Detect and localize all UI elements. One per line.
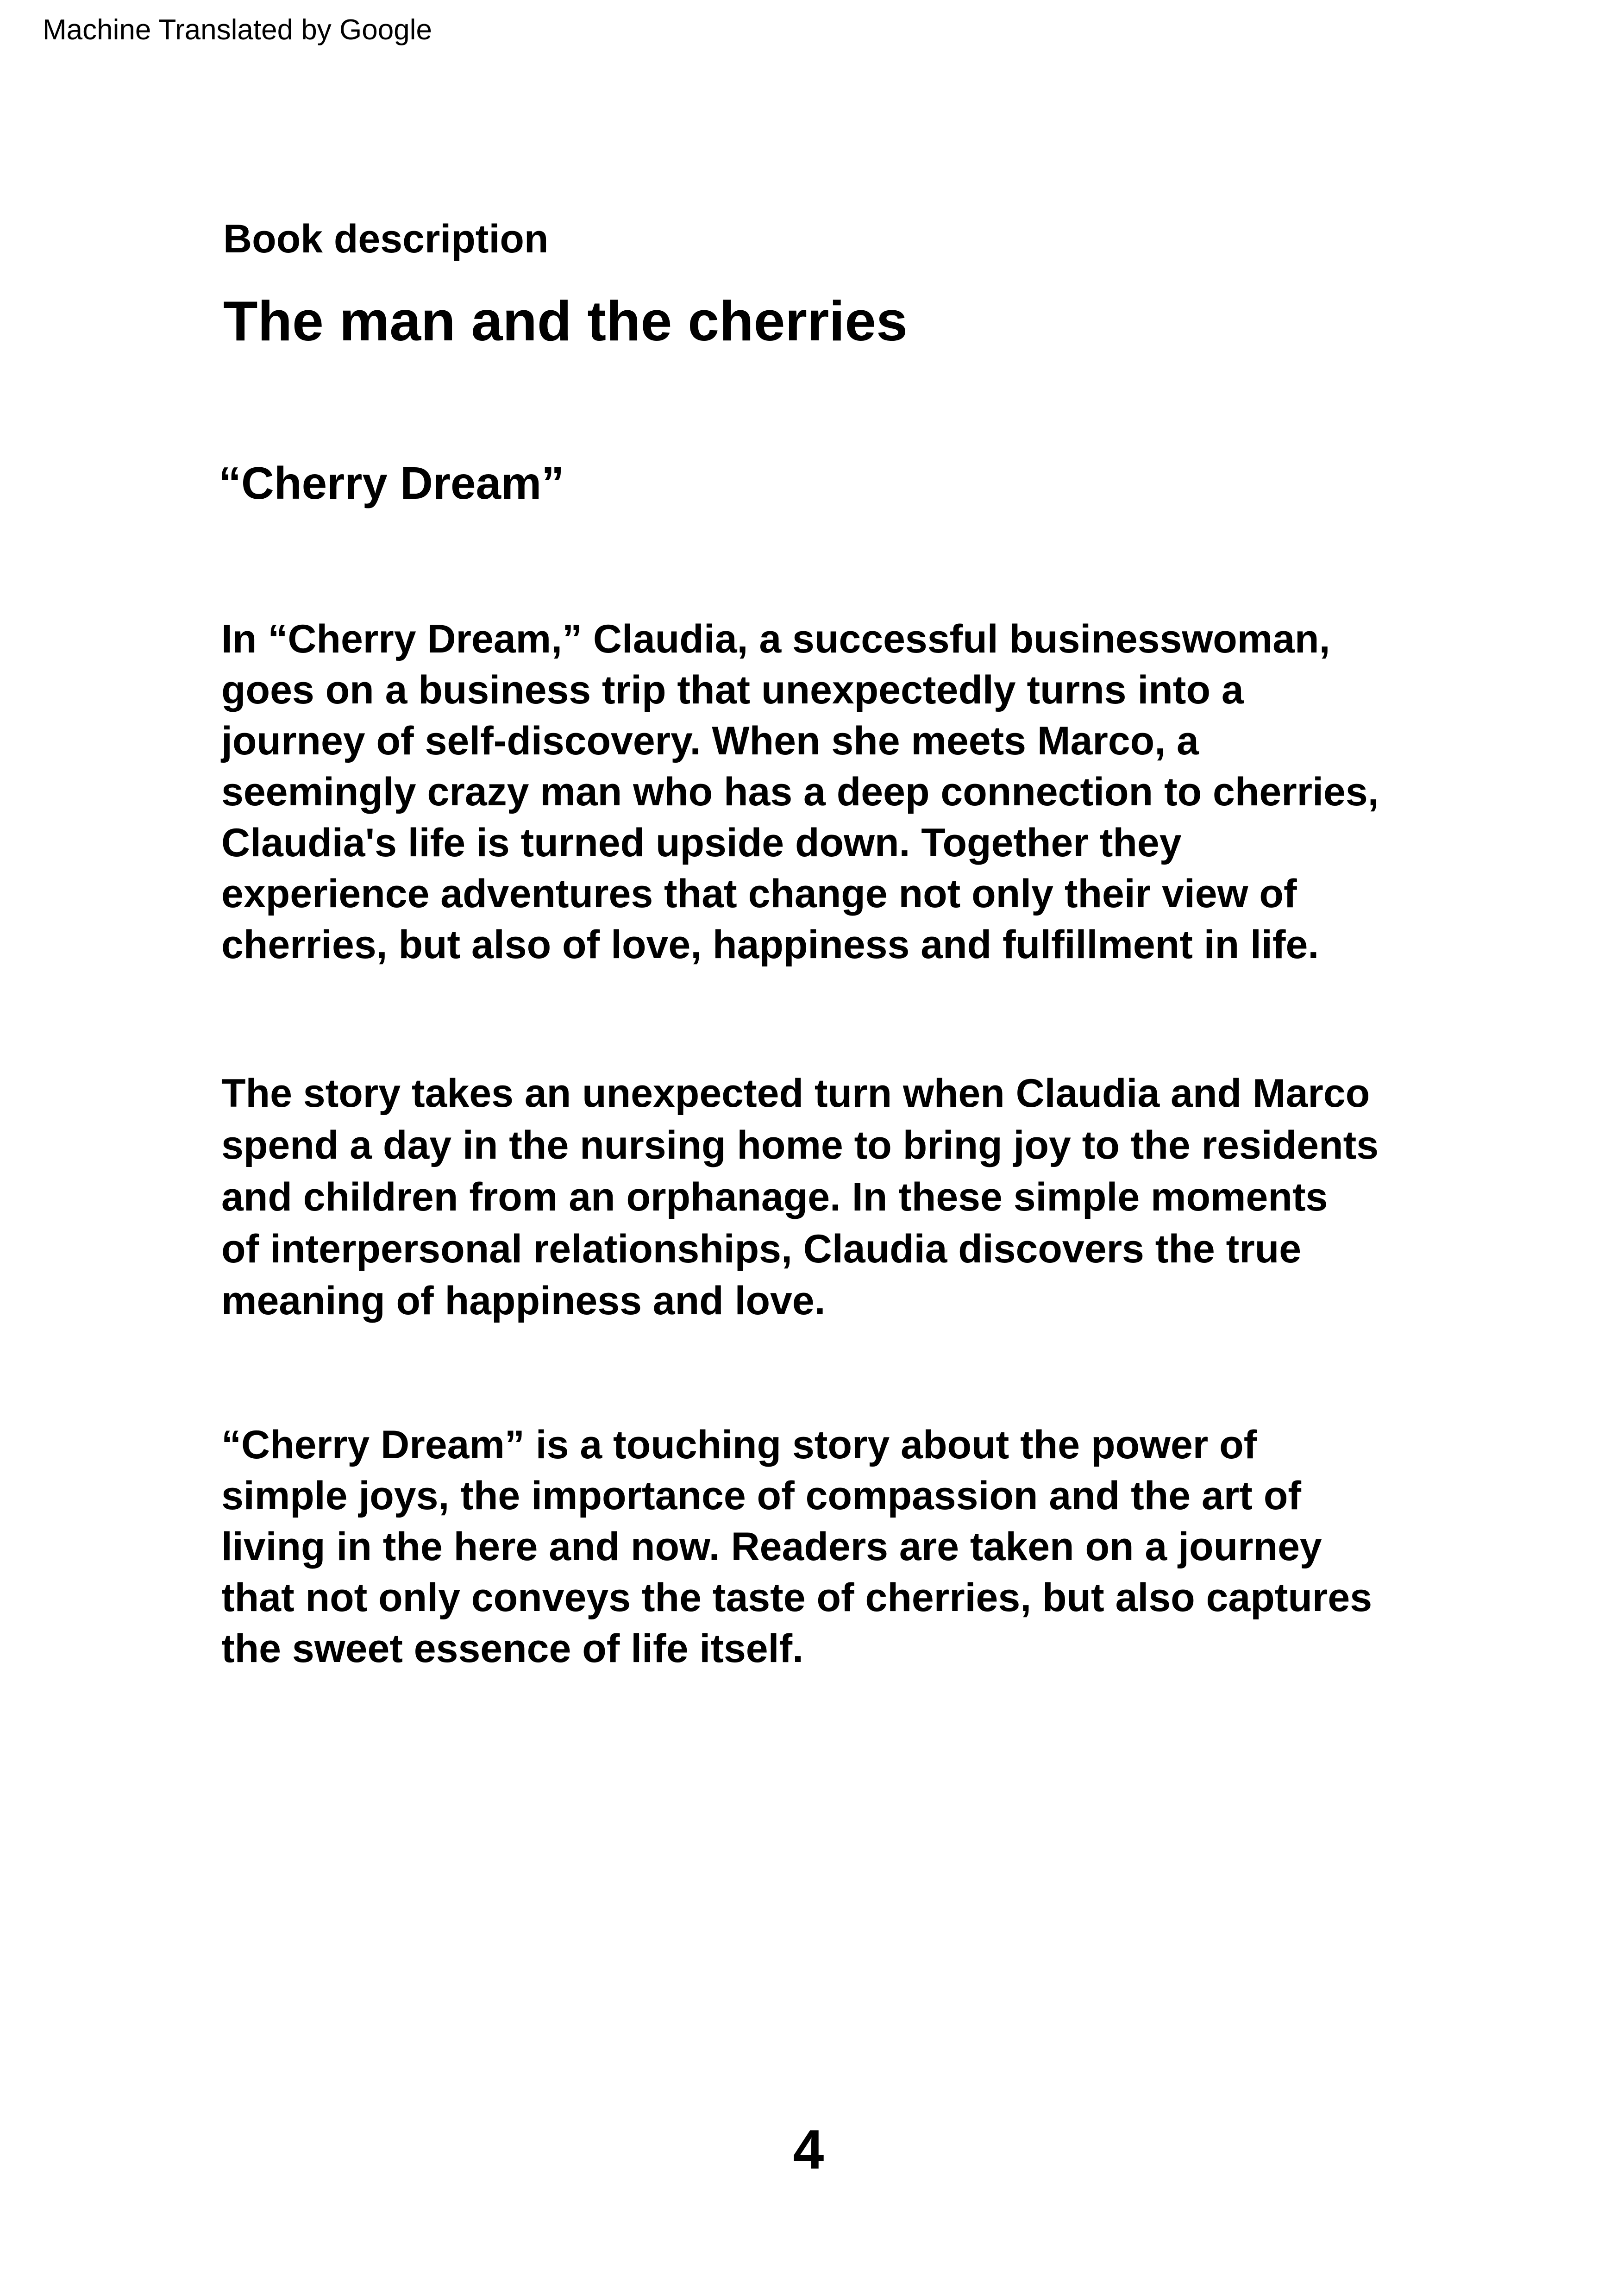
paragraph-line: simple joys, the importance of compassion and the art of bbox=[221, 1474, 1301, 1518]
description-paragraph-1 bbox=[221, 614, 1453, 970]
book-subtitle: “Cherry Dream” bbox=[219, 458, 564, 508]
paragraph-line: goes on a business trip that unexpectedly turns into a bbox=[221, 668, 1244, 712]
paragraph-line: Claudia's life is turned upside down. Together they bbox=[221, 821, 1182, 865]
paragraph-line: The story takes an unexpected turn when Claudia and Marco bbox=[221, 1071, 1370, 1116]
paragraph-line: and children from an orphanage. In these simple moments bbox=[221, 1175, 1328, 1219]
section-label: Book description bbox=[223, 217, 549, 261]
paragraph-line: seemingly crazy man who has a deep connection to cherries, bbox=[221, 770, 1379, 814]
paragraph-line: the sweet essence of life itself. bbox=[221, 1626, 804, 1671]
machine-translation-banner: Machine Translated by Google bbox=[43, 14, 432, 46]
paragraph-line: journey of self-discovery. When she meets Marco, a bbox=[221, 719, 1199, 763]
paragraph-line: that not only conveys the taste of cherries, but also captures bbox=[221, 1575, 1373, 1620]
paragraph-line: cherries, but also of love, happiness and fulfillment in life. bbox=[221, 922, 1319, 967]
paragraph-line: of interpersonal relationships, Claudia discovers the true bbox=[221, 1227, 1302, 1271]
paragraph-line: In “Cherry Dream,” Claudia, a successful businesswoman, bbox=[221, 617, 1330, 661]
description-paragraph-3 bbox=[221, 1419, 1453, 1674]
paragraph-line: living in the here and now. Readers are taken on a journey bbox=[221, 1524, 1322, 1569]
paragraph-line: experience adventures that change not only their view of bbox=[221, 872, 1297, 916]
paragraph-line: spend a day in the nursing home to bring joy to the residents bbox=[221, 1123, 1379, 1167]
paragraph-line: meaning of happiness and love. bbox=[221, 1279, 826, 1323]
page-number: 4 bbox=[793, 2119, 824, 2181]
book-title: The man and the cherries bbox=[223, 289, 908, 352]
description-paragraph-2 bbox=[221, 1067, 1453, 1327]
paragraph-line: “Cherry Dream” is a touching story about the power of bbox=[221, 1423, 1257, 1467]
